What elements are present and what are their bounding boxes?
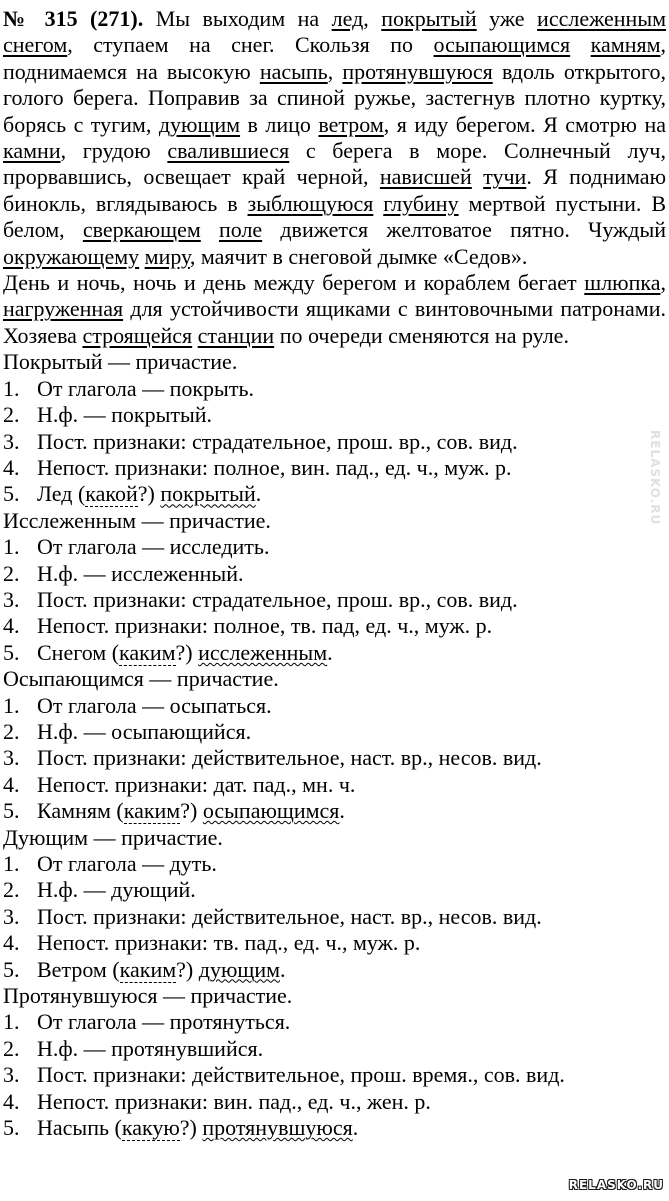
paragraph-1: [3, 6, 666, 270]
text-run: Лед (: [37, 481, 86, 507]
text-run: Покрытый — причастие.: [3, 349, 238, 375]
text-run: От глагола — исследить.: [37, 534, 270, 560]
underlined-word: покрытый: [381, 6, 477, 31]
underlined-word: каким: [119, 956, 177, 982]
item-number: 2.: [3, 402, 20, 428]
text-run: № 315 (271).: [3, 6, 144, 31]
analysis-item: [3, 481, 666, 507]
item-number: 5.: [3, 639, 20, 665]
text-run: Пост. признаки: действительное, прош. время., сов. вид.: [37, 1062, 565, 1088]
analysis-item: [3, 719, 666, 745]
underlined-word: осыпающимся: [202, 798, 340, 824]
text-run: От глагола — осыпаться.: [37, 692, 272, 718]
underlined-word: строящейся: [82, 322, 193, 348]
item-text: [37, 745, 666, 771]
underlined-word: осыпающимся: [433, 32, 571, 58]
item-number: 2.: [3, 560, 20, 586]
analysis-section-1: [3, 349, 666, 507]
text-run: [472, 164, 483, 189]
item-text: [37, 1115, 666, 1141]
item-text: [37, 640, 666, 666]
item-number: 1.: [3, 692, 20, 718]
text-run: [373, 191, 383, 216]
item-text: [37, 429, 666, 455]
analysis-item: [3, 534, 666, 560]
text-run: Н.ф. — покрытый.: [37, 402, 213, 428]
text-run: .: [352, 1115, 359, 1141]
underlined-word: камни: [3, 138, 61, 164]
text-run: Н.ф. — протянувшийся.: [37, 1035, 264, 1061]
analysis-item: [3, 693, 666, 719]
item-number: 4.: [3, 930, 20, 956]
text-run: Н.ф. — исслеженный.: [37, 560, 244, 586]
analysis-title: [3, 825, 666, 851]
underlined-word: ветром: [318, 111, 384, 137]
underlined-word: окружающему: [3, 243, 140, 269]
text-run: ?): [180, 798, 203, 824]
item-number: 5.: [3, 481, 20, 507]
analysis-title: [3, 349, 666, 375]
underlined-word: шлюпка: [584, 270, 661, 296]
text-run: От глагола — покрыть.: [37, 375, 254, 401]
item-text: [37, 772, 666, 798]
underlined-word: станции: [197, 322, 275, 348]
underlined-word: каким: [123, 798, 181, 824]
underlined-word: тучи: [483, 164, 527, 190]
text-run: .: [339, 798, 345, 824]
analysis-item: [3, 587, 666, 613]
analysis-item: [3, 957, 666, 983]
text-run: .: [280, 956, 286, 982]
item-number: 4.: [3, 771, 20, 797]
text-run: Непост. признаки: вин. пад., ед. ч., жен. р.: [37, 1088, 431, 1114]
underlined-word: каким: [119, 639, 176, 665]
item-text: [37, 481, 666, 507]
analysis-item: [3, 429, 666, 455]
analysis-item: [3, 402, 666, 428]
underlined-word: дующим: [198, 956, 281, 982]
item-text: [37, 1036, 666, 1062]
underlined-word: насыпь: [259, 58, 328, 84]
analysis-section-4: [3, 825, 666, 983]
item-text: [37, 877, 666, 903]
item-text: [37, 534, 666, 560]
analysis-item: [3, 376, 666, 402]
text-run: .: [327, 639, 333, 665]
text-run: ,: [363, 6, 382, 31]
item-number: 2.: [3, 1035, 20, 1061]
underlined-word: лед: [331, 6, 364, 31]
item-number: 5.: [3, 798, 20, 824]
item-text: [37, 1009, 666, 1035]
underlined-word: нагруженная: [3, 296, 124, 322]
underlined-word: протянувшуюся: [342, 58, 493, 84]
item-number: 1.: [3, 375, 20, 401]
text-run: движется желтоватое пятно. Чуждый: [262, 217, 666, 243]
text-run: Непост. признаки: полное, тв. пад, ед. ч., муж. р.: [37, 613, 493, 639]
text-run: Насыпь (: [37, 1115, 122, 1141]
underlined-word: сверкающем: [82, 217, 201, 243]
item-number: 1.: [3, 851, 20, 876]
text-run: Ветром (: [37, 956, 120, 982]
exercise-content: [3, 6, 666, 1141]
item-number: 1.: [3, 1009, 20, 1035]
text-run: мертвой пустыни. В белом,: [3, 190, 667, 243]
text-run: , маячит в снеговой дымке «Седов».: [189, 243, 528, 269]
underlined-word: камням: [590, 32, 661, 58]
analysis-item: [3, 1036, 666, 1062]
analysis-item: [3, 772, 666, 798]
analysis-item: [3, 455, 666, 481]
text-run: , ступаем на снег. Скользя по: [67, 32, 434, 58]
text-run: ?): [175, 639, 199, 665]
item-text: [37, 904, 666, 930]
item-text: [37, 1089, 666, 1115]
text-run: Пост. признаки: действительное, наст. вр., несов. вид.: [37, 903, 542, 929]
corner-watermark: RELASKO.RU: [568, 1177, 664, 1192]
text-run: От глагола — дуть.: [37, 851, 217, 876]
underlined-word: какой: [85, 481, 138, 507]
analysis-item: [3, 930, 666, 956]
text-run: вдоль открытого, голого берега. Поправив за спиной ружье, застегнув плотно куртку, борясь с тугим,: [3, 58, 666, 137]
item-text: [37, 455, 666, 481]
analysis-item: [3, 561, 666, 587]
text-run: От глагола — протянуться.: [37, 1009, 291, 1035]
item-number: 3.: [3, 903, 20, 929]
underlined-word: снегом: [3, 32, 68, 58]
item-text: [37, 930, 666, 956]
analysis-section-3: [3, 666, 666, 824]
text-run: Непост. признаки: тв. пад., ед. ч., муж. р.: [37, 930, 421, 956]
underlined-word: нависшей: [379, 164, 472, 190]
text-run: ?): [179, 1115, 203, 1141]
item-number: 4.: [3, 1088, 20, 1114]
analysis-item: [3, 1062, 666, 1088]
item-number: 3.: [3, 745, 20, 771]
text-run: с берега в море. Солнечный луч, прорвавшись, освещает край черной,: [3, 138, 666, 190]
item-text: [37, 1062, 666, 1088]
text-run: уже: [476, 6, 538, 31]
text-run: Дующим — причастие.: [3, 824, 223, 850]
analysis-section-2: [3, 508, 666, 666]
text-run: . Я поднимаю бинокль, вглядываюсь в: [3, 164, 667, 216]
underlined-word: поле: [218, 217, 263, 243]
text-run: Н.ф. — дующий.: [37, 877, 196, 903]
item-text: [37, 402, 666, 428]
paragraph-2: [3, 270, 666, 349]
item-number: 2.: [3, 718, 20, 744]
text-run: Пост. признаки: страдательное, прош. вр., сов. вид.: [37, 586, 518, 612]
analysis-item: [3, 1009, 666, 1035]
text-run: Непост. признаки: дат. пад., мн. ч.: [37, 771, 356, 797]
analysis-title: [3, 983, 666, 1009]
item-number: 3.: [3, 586, 20, 612]
item-number: 4.: [3, 613, 20, 639]
text-run: ,: [327, 58, 343, 84]
item-number: 5.: [3, 1115, 20, 1141]
analysis-item: [3, 613, 666, 639]
item-text: [37, 719, 666, 745]
underlined-word: зыблющуюся: [247, 190, 374, 216]
text-run: Мы выходим на: [143, 6, 332, 31]
analysis-item: [3, 745, 666, 771]
analysis-item: [3, 877, 666, 903]
text-run: [201, 217, 219, 242]
underlined-word: миру: [144, 243, 190, 269]
underlined-word: исслеженным: [198, 639, 328, 665]
item-text: [37, 693, 666, 719]
analysis-title: [3, 666, 666, 692]
text-run: Снегом (: [37, 639, 120, 665]
underlined-word: исслеженным: [537, 6, 667, 31]
text-run: Пост. признаки: страдательное, прош. вр., сов. вид.: [37, 428, 518, 454]
text-run: [570, 32, 591, 57]
underlined-word: покрытый: [160, 481, 256, 507]
text-run: День и ночь, ночь и день между берегом и кораблем бегает: [3, 270, 585, 296]
item-text: [37, 851, 666, 877]
item-text: [37, 376, 666, 402]
item-number: 2.: [3, 877, 20, 903]
underlined-word: дующим: [158, 111, 241, 137]
item-text: [37, 613, 666, 639]
item-text: [37, 957, 666, 983]
text-run: , я иду берегом. Я смотрю на: [383, 111, 666, 137]
side-watermark: RELASKO.RU: [648, 430, 662, 526]
item-number: 3.: [3, 428, 20, 454]
text-run: Пост. признаки: действительное, наст. вр., несов. вид.: [37, 745, 542, 771]
analysis-title: [3, 508, 666, 534]
item-number: 5.: [3, 956, 20, 982]
underlined-word: свалившиеся: [167, 138, 290, 164]
item-text: [37, 587, 666, 613]
item-text: [37, 561, 666, 587]
text-run: Непост. признаки: полное, вин. пад., ед. ч., муж. р.: [37, 454, 512, 480]
text-run: по очереди сменяются на руле.: [274, 322, 569, 348]
underlined-word: какую: [121, 1115, 180, 1141]
analysis-section-5: [3, 983, 666, 1141]
text-run: ?): [137, 481, 161, 507]
underlined-word: глубину: [383, 190, 459, 216]
item-text: [37, 798, 666, 824]
analysis-item: [3, 640, 666, 666]
analysis-item: [3, 1089, 666, 1115]
text-run: ,: [660, 270, 666, 296]
text-run: для устойчивости ящиками с винтовочными патронами. Хозяева: [3, 296, 666, 348]
analysis-item: [3, 851, 666, 877]
analysis-item: [3, 1115, 666, 1141]
text-run: , грудою: [60, 138, 168, 164]
underlined-word: протянувшуюся: [202, 1115, 353, 1141]
item-number: 1.: [3, 534, 20, 560]
analysis-item: [3, 904, 666, 930]
analysis-item: [3, 798, 666, 824]
text-run: Исслеженным — причастие.: [3, 507, 271, 533]
item-number: 4.: [3, 454, 20, 480]
text-run: .: [255, 481, 262, 507]
text-run: Камням (: [37, 798, 124, 824]
text-run: в лицо: [240, 111, 319, 137]
text-run: Н.ф. — осыпающийся.: [37, 718, 252, 744]
text-run: , поднимаемся на высокую: [3, 32, 667, 84]
text-run: ?): [176, 956, 199, 982]
text-run: Осыпающимся — причастие.: [3, 666, 279, 692]
item-number: 3.: [3, 1062, 20, 1088]
text-run: Протянувшуюся — причастие.: [3, 983, 293, 1009]
